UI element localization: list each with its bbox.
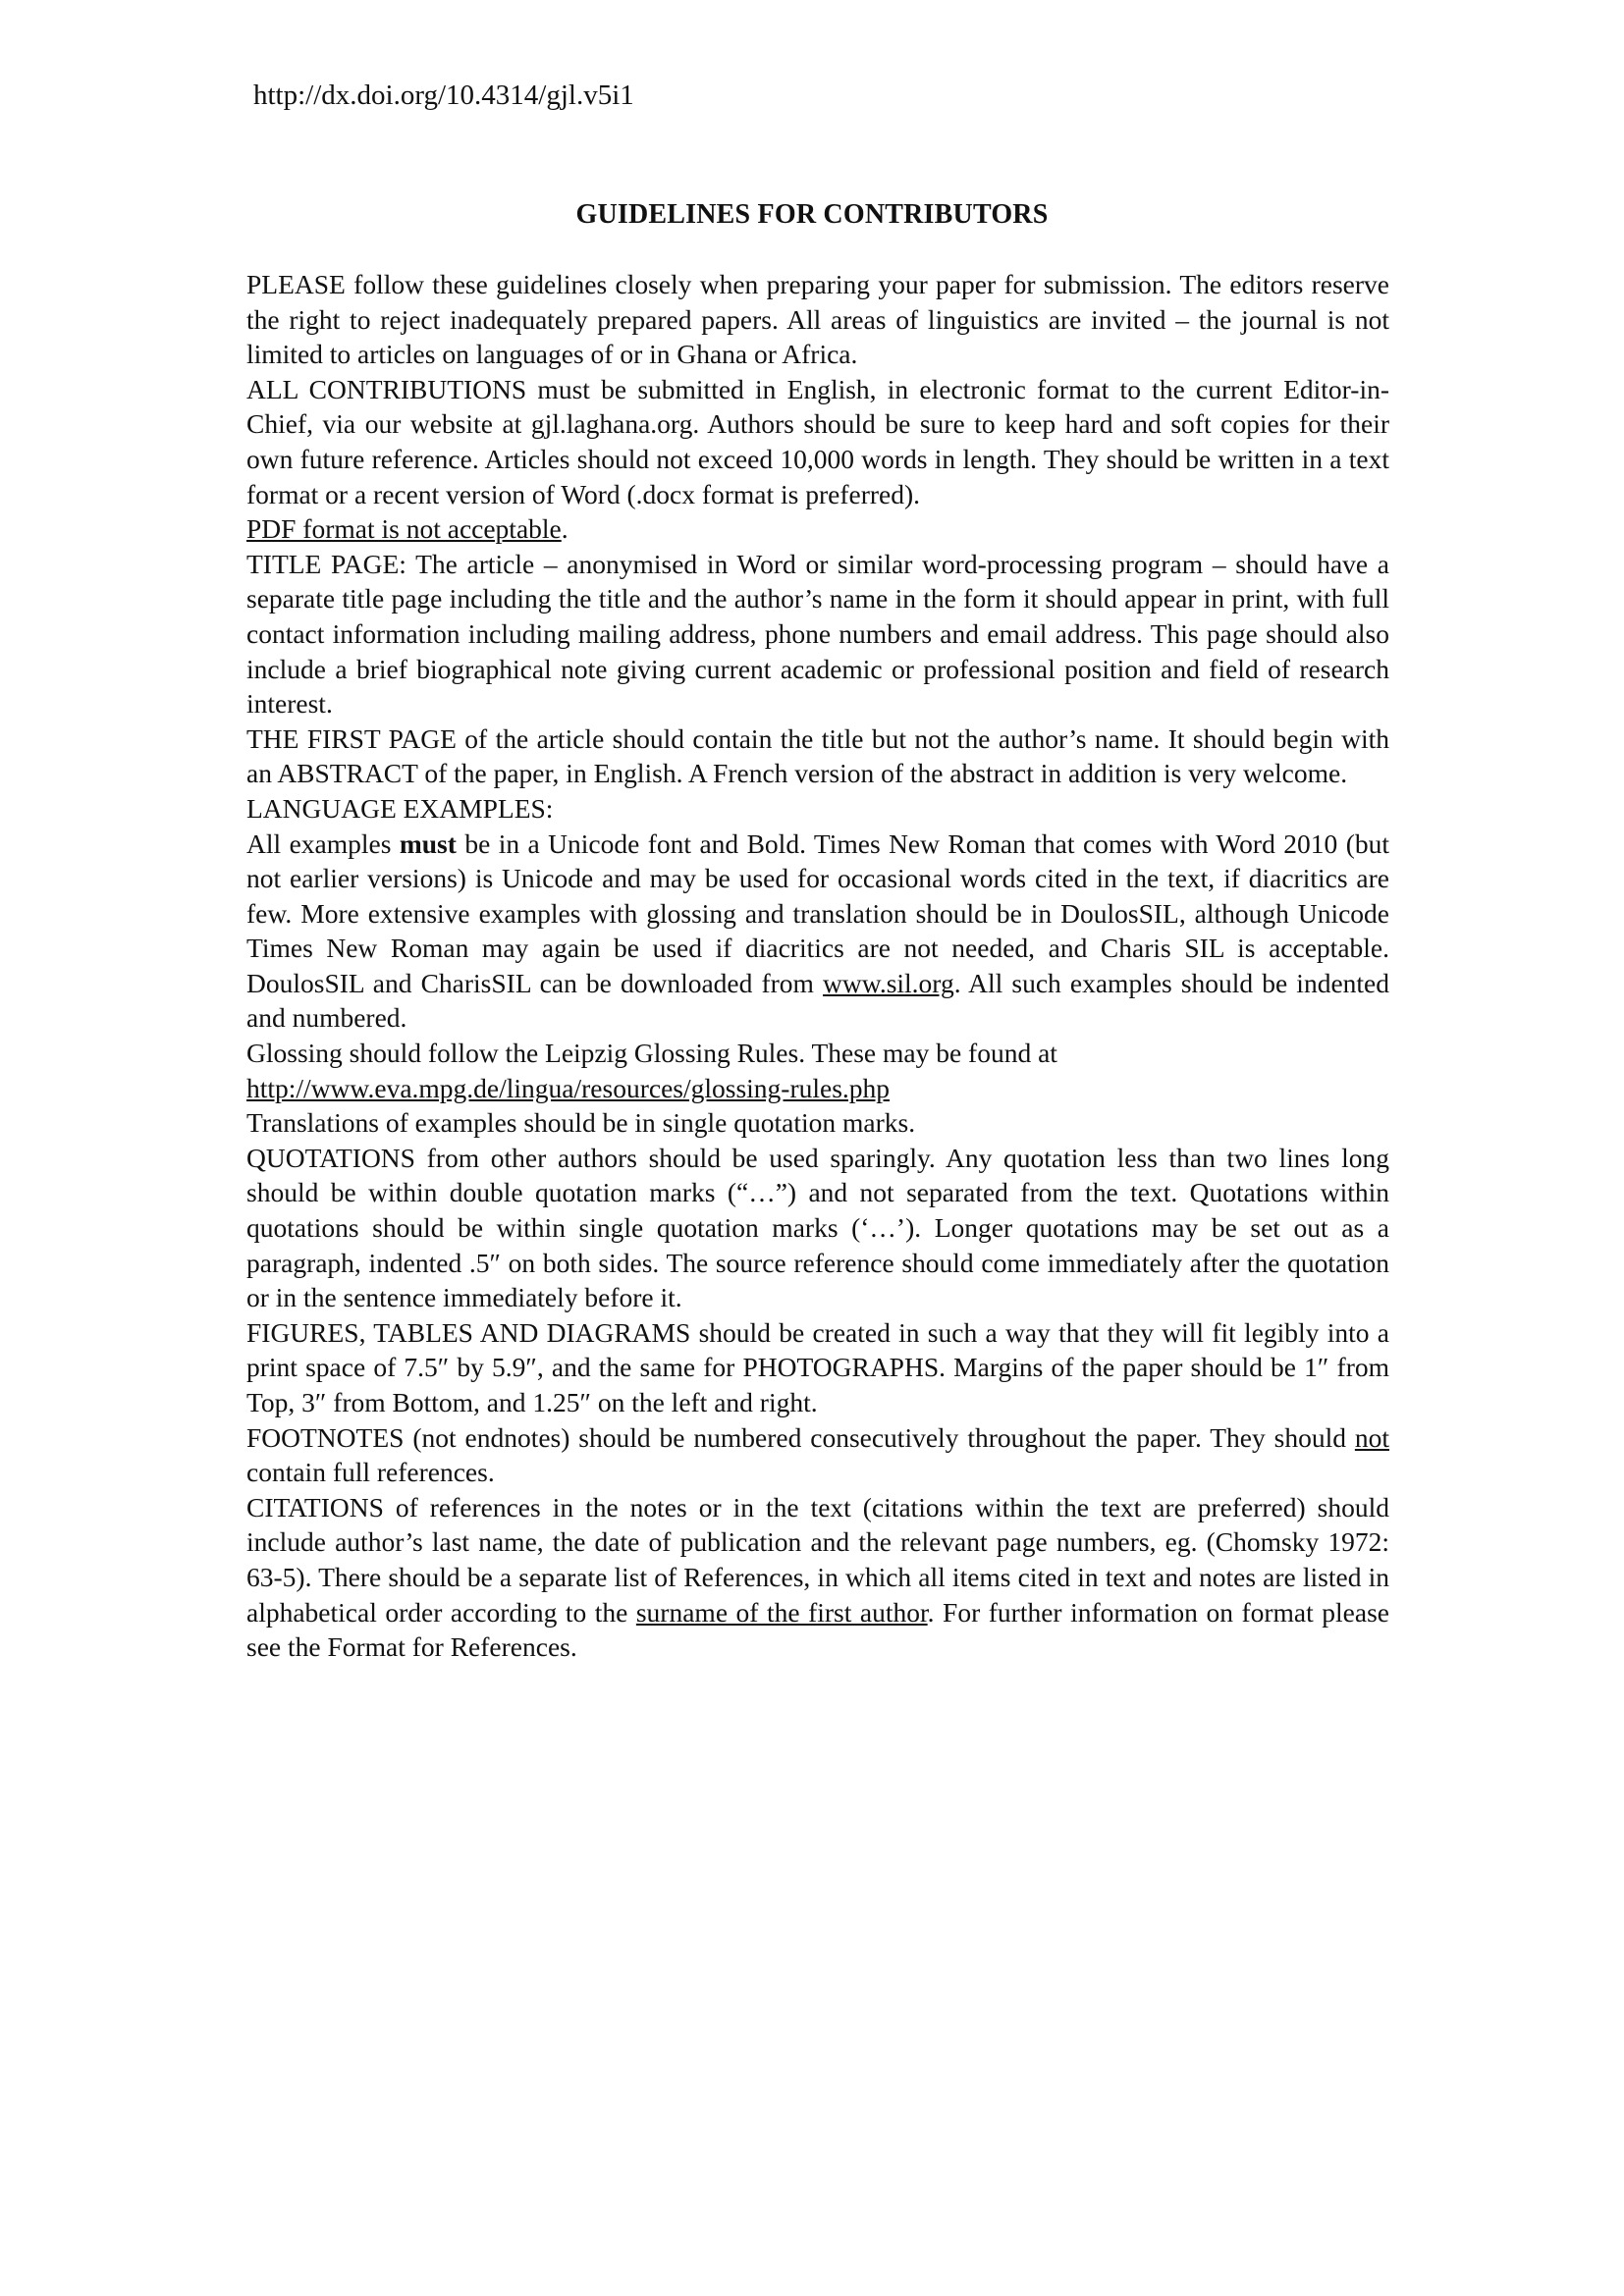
examples-end: . All such examples should be indented and numbered. [246, 967, 1389, 1034]
paragraph-title-page: TITLE PAGE: The article – anonymised in Word or similar word-processing program – should have a separate title page including the title and the author’s name in the form it should appear in print, with full contact information including mailing address, phone numbers and email address. This page should also include a brief biographical note giving current academic or professional position and field of research interest. [246, 548, 1389, 720]
surname-first-author: surname of the first author [635, 1596, 928, 1628]
paragraph-please: PLEASE follow these guidelines closely when preparing your paper for submission. The editors reserve the right to reject inadequately prepared papers. All areas of linguistics are invited – the journal is not limited to articles on languages of or in Ghana or Africa. [246, 269, 1389, 370]
paragraph-examples [246, 827, 1389, 1037]
examples-must: must [399, 828, 457, 859]
glossing-text: Glossing should follow the Leipzig Glossing Rules. These may be found at [246, 1038, 1057, 1069]
doi-link[interactable]: http://dx.doi.org/10.4314/gjl.v5i1 [253, 80, 634, 111]
footnotes-not: not [1354, 1421, 1389, 1453]
paragraph-first-page: THE FIRST PAGE of the article should contain the title but not the author’s name. It should begin with an ABSTRACT of the paper, in English. A French version of the abstract in addition is very welcome. [246, 722, 1389, 789]
paragraph-citations [246, 1490, 1389, 1665]
citations-start: CITATIONS of references in the notes or in the text (citations within the text are preferred) should include author’s last name, the date of publication and the relevant page numbers, eg. (Chomsky 1972: 63-5). There should be a separate list of References, in which all items cited in text and notes are listed in alphabetical order according to the [246, 1491, 1389, 1628]
footnotes-start: FOOTNOTES (not endnotes) should be numbered consecutively throughout the paper. They should [246, 1421, 1355, 1453]
page-title: GUIDELINES FOR CONTRIBUTORS [575, 199, 1049, 230]
footnotes-end: contain full references. [246, 1457, 495, 1488]
guidelines-body [246, 267, 1389, 1665]
citations-end: . For further information on format please see the Format for References. [246, 1596, 1389, 1663]
sil-link[interactable]: www.sil.org [823, 967, 954, 998]
glossing-rules-link[interactable]: http://www.eva.mpg.de/lingua/resources/glossing-rules.php [246, 1072, 891, 1103]
paragraph-contributions [246, 372, 1389, 547]
paragraph-figures: FIGURES, TABLES AND DIAGRAMS should be created in such a way that they will fit legibly into a print space of 7.5″ by 5.9″, and the same for PHOTOGRAPHS. Margins of the paper should be 1″ from Top, 3″ from Bottom, and 1.25″ on the left and right. [246, 1316, 1389, 1417]
paragraph-translations: Translations of examples should be in single quotation marks. [246, 1107, 916, 1139]
examples-mid: be in a Unicode font and Bold. Times New Roman that comes with Word 2010 (but not earlier versions) is Unicode and may be used for occasional words cited in the text, if diacritics are few. More extensive examples with glossing and translation should be in DoulosSIL, although Unicode Times New Roman may again be used if diacritics are not needed, and Charis SIL is acceptable. DoulosSIL and CharisSIL can be downloaded from [246, 828, 1389, 998]
contributions-end: . [561, 513, 568, 545]
paragraph-footnotes [246, 1420, 1389, 1490]
contributions-text: ALL CONTRIBUTIONS must be submitted in English, in electronic format to the current Editor-in-Chief, via our website at gjl.laghana.org. Authors should be sure to keep hard and soft copies for their own future reference. Articles should not exceed 10,000 words in length. They should be written in a text format or a recent version of Word (.docx format is preferred). [246, 373, 1389, 509]
paragraph-glossing [246, 1036, 1389, 1105]
language-examples-heading: LANGUAGE EXAMPLES: [246, 792, 554, 824]
examples-start: All examples [246, 828, 400, 859]
paragraph-quotations: QUOTATIONS from other authors should be used sparingly. Any quotation less than two lines long should be within double quotation marks (“…”) and not separated from the text. Quotations within quotations should be within single quotation marks (‘…’). Longer quotations may be set out as a paragraph, indented .5″ on both sides. The source reference should come immediately after the quotation or in the sentence immediately before it. [246, 1142, 1389, 1313]
pdf-not-acceptable: PDF format is not acceptable [246, 513, 562, 545]
